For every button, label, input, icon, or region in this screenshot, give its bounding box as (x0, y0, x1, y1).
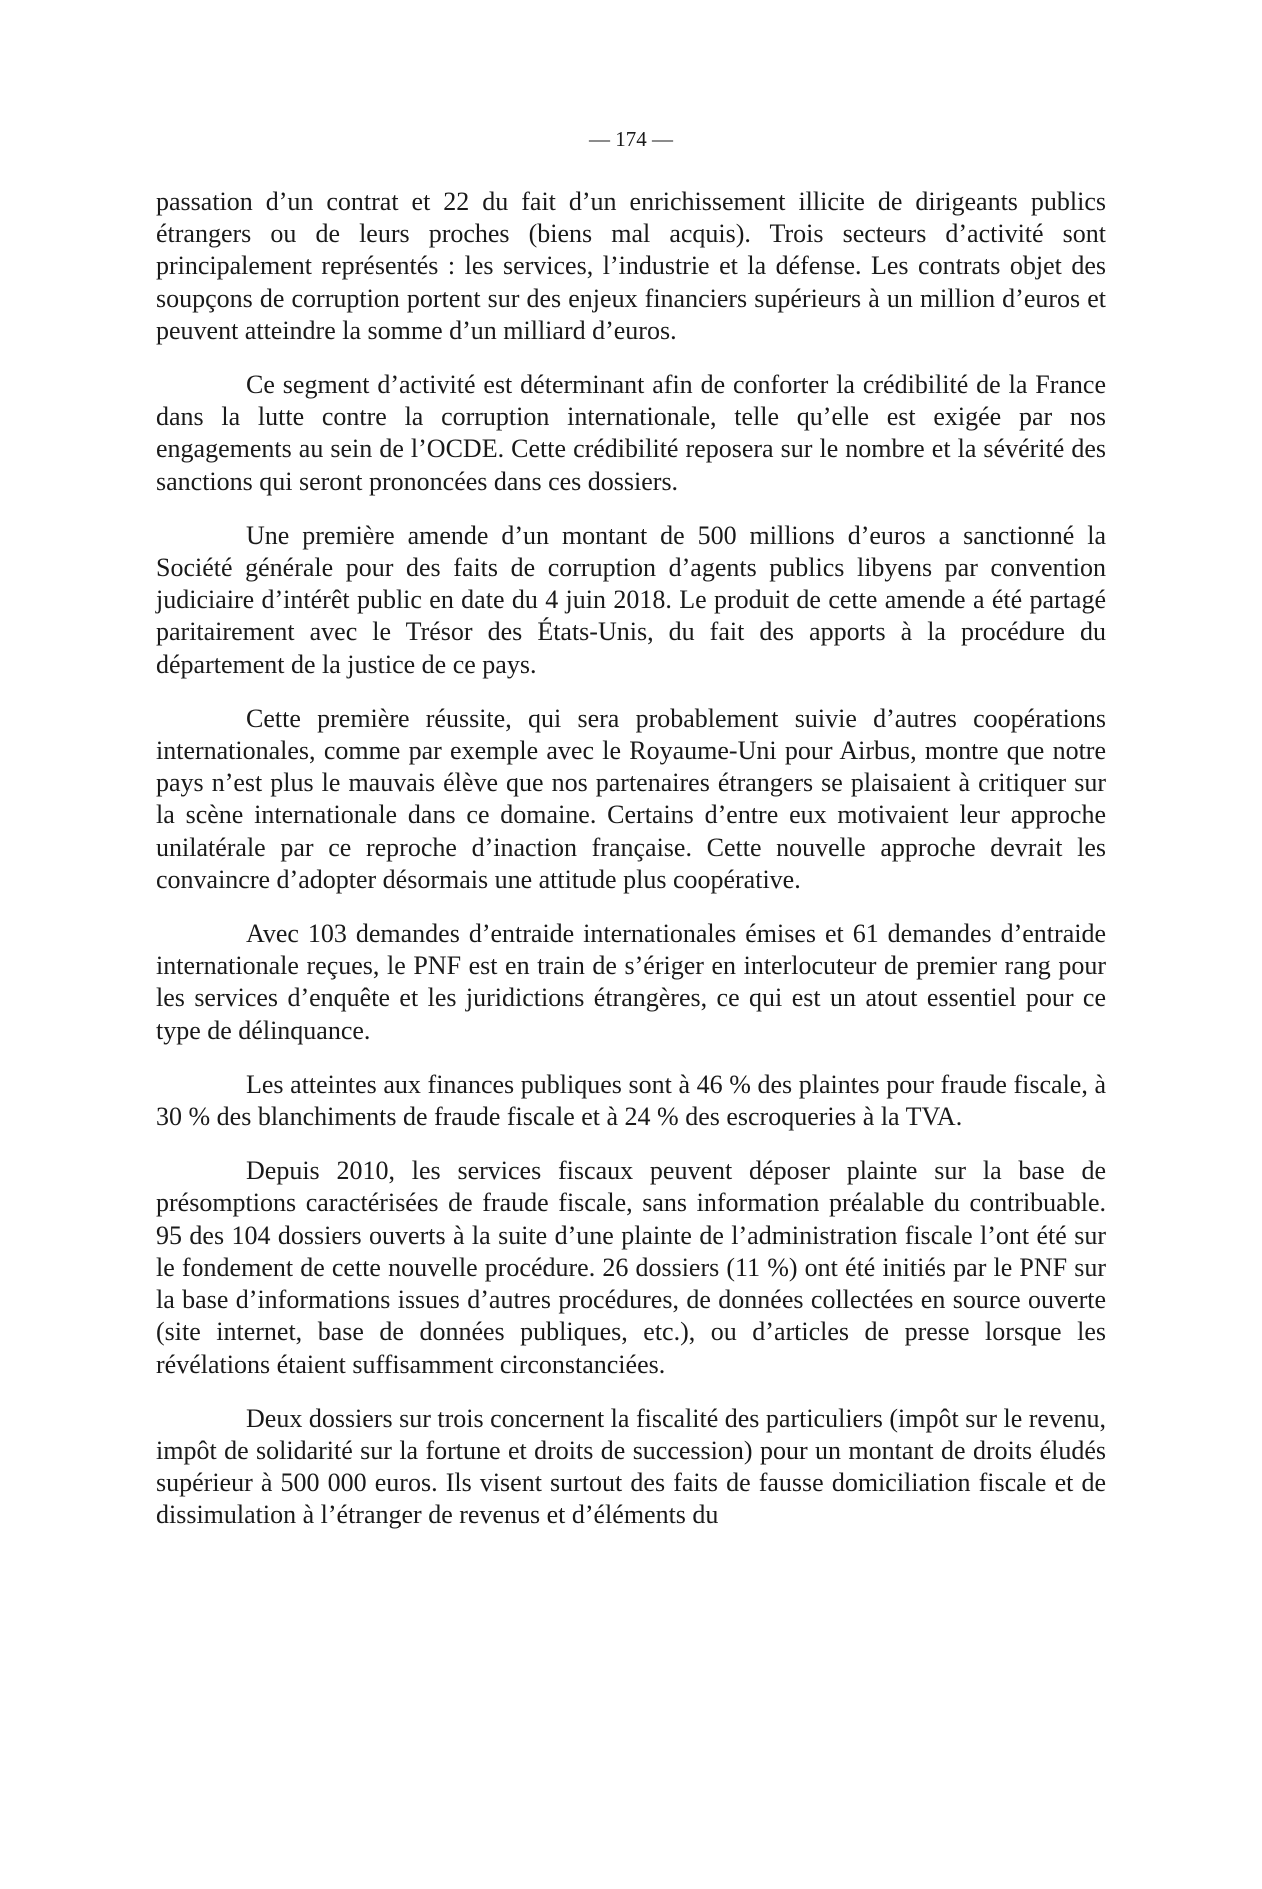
paragraph: Deux dossiers sur trois concernent la fiscalité des particuliers (impôt sur le revenu, impôt de solidarité sur la fortune et droits de succession) pour un montant de droits éludés supérieur à 500 000 euros. Ils visent surtout des faits de fausse domiciliation fiscale et de dissimulation à l’étranger de revenus et d’éléments du (156, 1403, 1106, 1530)
paragraph: Cette première réussite, qui sera probablement suivie d’autres coopérations internationales, comme par exemple avec le Royaume-Uni pour Airbus, montre que notre pays n’est plus le mauvais élève que nos partenaires étrangers se plaisaient à critiquer sur la scène internationale dans ce domaine. Certains d’entre eux motivaient leur approche unilatérale par ce reproche d’inaction française. Cette nouvelle approche devrait les convaincre d’adopter désormais une attitude plus coopérative. (156, 703, 1106, 894)
page-number: — 174 — (589, 127, 673, 151)
paragraph-continued: passation d’un contrat et 22 du fait d’un enrichissement illicite de dirigeants publics étrangers ou de leurs proches (biens mal acquis). Trois secteurs d’activité sont principalement représentés : les services, l’industrie et la défense. Les contrats objet des soupçons de corruption portent sur des enjeux financiers supérieurs à un million d’euros et peuvent atteindre la somme d’un milliard d’euros. (156, 187, 1106, 345)
paragraph: Ce segment d’activité est déterminant afin de conforter la crédibilité de la France dans la lutte contre la corruption internationale, telle qu’elle est exigée par nos engagements au sein de l’OCDE. Cette crédibilité reposera sur le nombre et la sévérité des sanctions qui seront prononcées dans ces dossiers. (156, 370, 1106, 496)
paragraph: Avec 103 demandes d’entraide internationales émises et 61 demandes d’entraide internationale reçues, le PNF est en train de s’ériger en interlocuteur de premier rang pour les services d’enquête et les juridictions étrangères, ce qui est un atout essentiel pour ce type de délinquance. (156, 919, 1106, 1045)
paragraph: Les atteintes aux finances publiques sont à 46 % des plaintes pour fraude fiscale, à 30 % des blanchiments de fraude fiscale et à 24 % des escroqueries à la TVA. (156, 1069, 1106, 1132)
document-page (156, 126, 1106, 1554)
paragraph: Depuis 2010, les services fiscaux peuvent déposer plainte sur la base de présomptions caractérisées de fraude fiscale, sans information préalable du contribuable. 95 des 104 dossiers ouverts à la suite d’une plainte de l’administration fiscale l’ont été sur le fondement de cette nouvelle procédure. 26 dossiers (11 %) ont été initiés par le PNF sur la base d’informations issues d’autres procédures, de données collectées en source ouverte (site internet, base de données publiques, etc.), ou d’articles de presse lorsque les révélations étaient suffisamment circonstanciées. (156, 1156, 1106, 1379)
paragraph: Une première amende d’un montant de 500 millions d’euros a sanctionné la Société générale pour des faits de corruption d’agents publics libyens par convention judiciaire d’intérêt public en date du 4 juin 2018. Le produit de cette amende a été partagé paritairement avec le Trésor des États-Unis, du fait des apports à la procédure du département de la justice de ce pays. (156, 520, 1106, 679)
